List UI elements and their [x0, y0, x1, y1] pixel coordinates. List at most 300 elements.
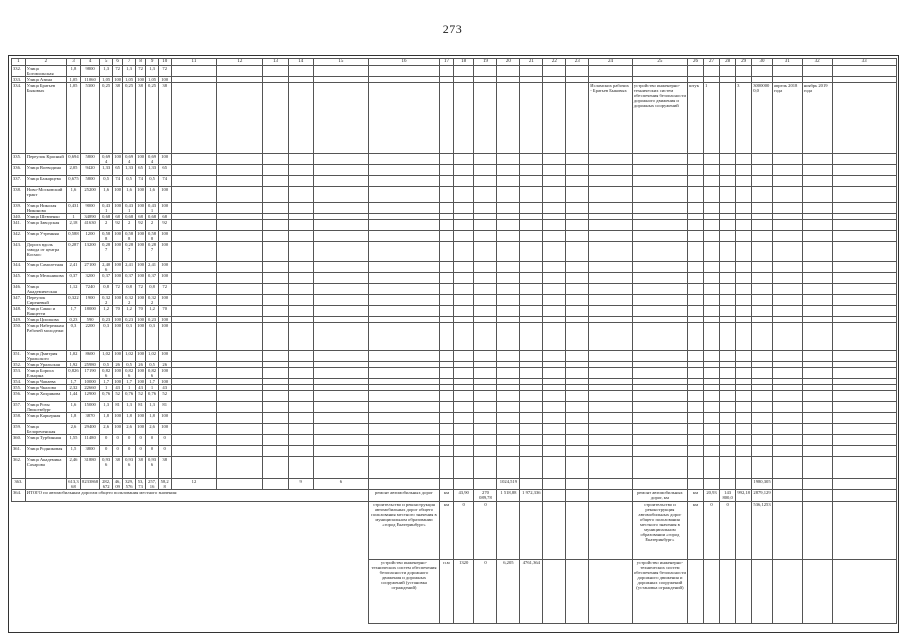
empty-cell: [720, 306, 736, 317]
table-cell: 68: [158, 214, 171, 220]
table-cell: 1900: [80, 295, 100, 306]
empty-cell: [288, 284, 313, 295]
empty-cell: [752, 262, 773, 273]
empty-cell: [171, 176, 217, 187]
empty-cell: [772, 203, 802, 214]
empty-cell: [736, 242, 752, 262]
road-name-cell: Улица Азина: [25, 77, 66, 83]
empty-cell: [720, 402, 736, 413]
empty-cell: [288, 262, 313, 273]
empty-cell: [566, 231, 589, 242]
empty-cell: [497, 368, 520, 379]
empty-cell: [217, 273, 263, 284]
empty-cell: [736, 66, 752, 77]
table-cell: 4761,364: [520, 560, 543, 624]
empty-cell: [440, 203, 454, 214]
column-number: 4: [80, 59, 100, 66]
empty-cell: [566, 220, 589, 231]
table-cell: 0: [100, 446, 113, 457]
empty-cell: [217, 391, 263, 402]
empty-cell: [263, 479, 288, 490]
table-cell: 100: [135, 231, 145, 242]
column-number: 26: [687, 59, 703, 66]
table-row: [12, 154, 897, 165]
empty-cell: [566, 490, 589, 502]
table-cell: 0,68: [123, 214, 136, 220]
empty-cell: [171, 368, 217, 379]
empty-cell: [171, 187, 217, 203]
empty-cell: [632, 323, 687, 351]
table-cell: 354.: [12, 379, 26, 385]
empty-cell: [288, 306, 313, 317]
empty-cell: [720, 66, 736, 77]
table-cell: 46,09: [112, 479, 122, 490]
table-cell: 1,7: [146, 379, 159, 385]
table-cell: км: [440, 490, 454, 502]
empty-cell: [687, 306, 703, 317]
table-cell: 0,936: [100, 457, 113, 479]
empty-cell: [497, 351, 520, 362]
empty-cell: [171, 284, 217, 295]
empty-cell: [474, 154, 497, 165]
table-row: [12, 231, 897, 242]
table-cell: 13200: [80, 242, 100, 262]
empty-cell: [720, 165, 736, 176]
empty-cell: [752, 273, 773, 284]
empty-cell: [313, 83, 368, 154]
table-cell: 9800: [80, 66, 100, 77]
table-cell: 92: [112, 220, 122, 231]
empty-cell: [497, 273, 520, 284]
column-number: 5: [100, 59, 113, 66]
empty-cell: [772, 165, 802, 176]
table-cell: 349.: [12, 317, 26, 323]
empty-cell: [440, 295, 454, 306]
empty-cell: [497, 424, 520, 435]
empty-cell: [313, 391, 368, 402]
column-number: 31: [772, 59, 802, 66]
empty-cell: [520, 273, 543, 284]
empty-cell: [687, 402, 703, 413]
empty-cell: [720, 242, 736, 262]
empty-cell: [704, 262, 720, 273]
empty-cell: [566, 66, 589, 77]
table-cell: 0,23: [146, 317, 159, 323]
table-cell: 363.: [12, 479, 26, 490]
table-cell: 2,18: [67, 220, 81, 231]
table-cell: 100: [158, 77, 171, 83]
empty-cell: [263, 187, 288, 203]
empty-cell: [497, 83, 520, 154]
empty-cell: [752, 220, 773, 231]
table-cell: 1,02: [67, 351, 81, 362]
table-cell: 25200: [80, 187, 100, 203]
table-cell: 0,322: [146, 295, 159, 306]
empty-cell: [687, 176, 703, 187]
table-cell: 100: [158, 424, 171, 435]
table-cell: 353.: [12, 368, 26, 379]
table-cell: 0: [158, 446, 171, 457]
empty-cell: [752, 435, 773, 446]
empty-cell: [752, 457, 773, 479]
table-cell: 1200: [80, 231, 100, 242]
road-name-cell: Улица Хохрякова: [25, 391, 66, 402]
table-cell: 3800: [80, 446, 100, 457]
empty-cell: [772, 220, 802, 231]
table-cell: 0,936: [123, 457, 136, 479]
empty-cell: [474, 231, 497, 242]
empty-cell: [566, 203, 589, 214]
table-cell: 38: [135, 457, 145, 479]
column-number: 11: [171, 59, 217, 66]
empty-cell: [736, 351, 752, 362]
empty-cell: [832, 273, 896, 284]
table-cell: 52: [158, 391, 171, 402]
table-cell: 100: [112, 413, 122, 424]
table-cell: 0,68: [146, 214, 159, 220]
road-name-cell: Улица Воеводина: [25, 165, 66, 176]
empty-cell: [772, 424, 802, 435]
table-cell: 0,5: [100, 362, 113, 368]
empty-cell: [589, 176, 633, 187]
table-cell: 0,431: [100, 203, 113, 214]
column-number: 2: [25, 59, 66, 66]
empty-cell: [453, 402, 474, 413]
column-number: 29: [736, 59, 752, 66]
empty-cell: [368, 391, 439, 402]
table-cell: 2,6: [100, 424, 113, 435]
empty-cell: [802, 413, 832, 424]
empty-cell: [720, 83, 736, 154]
empty-cell: [368, 262, 439, 273]
empty-cell: [589, 391, 633, 402]
table-cell: 20,93: [704, 490, 720, 502]
road-name-cell: Улица Николая Никонова: [25, 203, 66, 214]
table-cell: 0,3: [100, 323, 113, 351]
empty-cell: [566, 262, 589, 273]
empty-cell: [217, 284, 263, 295]
empty-cell: [217, 351, 263, 362]
empty-cell: [720, 295, 736, 306]
table-cell: 1,05: [123, 77, 136, 83]
empty-cell: [566, 242, 589, 262]
empty-cell: [566, 351, 589, 362]
empty-cell: [772, 284, 802, 295]
table-row: [12, 284, 897, 295]
table-cell: 0,431: [67, 203, 81, 214]
road-name-cell: Улица Сакко и Ванцетти: [25, 306, 66, 317]
table-cell: 0: [453, 502, 474, 560]
table-cell: 11480: [80, 435, 100, 446]
table-cell: 38: [112, 83, 122, 154]
empty-cell: [171, 154, 217, 165]
empty-cell: [440, 435, 454, 446]
table-cell: 0,5: [146, 362, 159, 368]
total-title: ИТОГО по автомобильным дорогам общего пользования местного значения:: [25, 490, 368, 502]
empty-cell: [288, 187, 313, 203]
road-name-cell: Улица Заводская: [25, 220, 66, 231]
empty-cell: [589, 220, 633, 231]
empty-cell: [520, 187, 543, 203]
table-cell: 92: [135, 220, 145, 231]
road-name-cell: Улица Чапаева: [25, 379, 66, 385]
table-cell: 72: [158, 66, 171, 77]
empty-cell: [543, 560, 566, 624]
empty-cell: [566, 413, 589, 424]
empty-cell: [589, 187, 633, 203]
table-cell: 18000: [80, 306, 100, 317]
empty-cell: [736, 560, 752, 624]
table-cell: 1,6: [67, 402, 81, 413]
table-cell: п.м: [440, 560, 454, 624]
road-name-cell: Переулок Красный: [25, 154, 66, 165]
table-cell: 5800: [80, 176, 100, 187]
table-cell: 1024,519: [497, 479, 520, 490]
empty-cell: [802, 242, 832, 262]
empty-cell: [632, 187, 687, 203]
column-number: 20: [497, 59, 520, 66]
column-number: 12: [217, 59, 263, 66]
table-cell: км: [687, 502, 703, 560]
empty-cell: [632, 203, 687, 214]
table-cell: 1,3: [100, 66, 113, 77]
road-name-cell: Переулок Сиреневый: [25, 295, 66, 306]
empty-cell: [720, 391, 736, 402]
table-row: [12, 262, 897, 273]
table-cell: 1,7: [100, 379, 113, 385]
table-cell: 341.: [12, 220, 26, 231]
empty-cell: [313, 231, 368, 242]
table-cell: 1320: [453, 560, 474, 624]
table-cell: 1,5: [67, 446, 81, 457]
empty-cell: [589, 502, 633, 560]
empty-cell: [589, 66, 633, 77]
table-cell: 0,8: [100, 284, 113, 295]
empty-cell: [772, 273, 802, 284]
table-cell: 0,936: [146, 457, 159, 479]
table-cell: 30000000,0: [752, 83, 773, 154]
empty-cell: [288, 203, 313, 214]
column-number: 8: [135, 59, 145, 66]
empty-cell: [736, 154, 752, 165]
empty-cell: [736, 479, 752, 490]
empty-cell: [543, 323, 566, 351]
empty-cell: [704, 560, 720, 624]
table-cell: 0,23: [100, 317, 113, 323]
table-cell: 100: [158, 242, 171, 262]
empty-cell: [263, 424, 288, 435]
table-cell: 0,826: [100, 368, 113, 379]
road-name-cell: Улица Академика Сахарова: [25, 457, 66, 479]
empty-cell: [687, 446, 703, 457]
empty-cell: [453, 351, 474, 362]
table-cell: 72: [158, 284, 171, 295]
empty-cell: [720, 203, 736, 214]
column-number: 33: [832, 59, 896, 66]
empty-cell: [566, 187, 589, 203]
empty-cell: [566, 391, 589, 402]
empty-cell: [497, 165, 520, 176]
table-cell: 100: [135, 187, 145, 203]
empty-cell: [263, 306, 288, 317]
empty-cell: [752, 446, 773, 457]
empty-cell: [368, 457, 439, 479]
table-cell: 1,33: [123, 165, 136, 176]
road-name-cell: Улица Турбинная: [25, 435, 66, 446]
empty-cell: [832, 295, 896, 306]
empty-cell: [736, 273, 752, 284]
empty-cell: [263, 83, 288, 154]
table-cell: 9420: [80, 165, 100, 176]
table-cell: 992,18: [736, 490, 752, 502]
table-cell: 100: [112, 231, 122, 242]
empty-cell: [736, 231, 752, 242]
table-cell: 0: [146, 446, 159, 457]
table-cell: 26: [112, 362, 122, 368]
empty-cell: [453, 231, 474, 242]
table-cell: 100: [135, 273, 145, 284]
empty-cell: [288, 154, 313, 165]
empty-cell: [736, 187, 752, 203]
table-cell: 1,33: [100, 165, 113, 176]
empty-cell: [752, 391, 773, 402]
empty-cell: [288, 402, 313, 413]
empty-cell: [368, 479, 439, 490]
empty-cell: [566, 176, 589, 187]
empty-cell: [736, 165, 752, 176]
table-cell: 0: [112, 435, 122, 446]
empty-cell: [217, 154, 263, 165]
column-number: 7: [123, 59, 136, 66]
empty-cell: [171, 391, 217, 402]
table-cell: 333.: [12, 77, 26, 83]
table-row: [12, 220, 897, 231]
table-cell: 1,05: [67, 77, 81, 83]
empty-cell: [566, 560, 589, 624]
table-cell: 5300: [80, 83, 100, 154]
table-cell: 68: [135, 214, 145, 220]
empty-cell: [313, 413, 368, 424]
table-cell: 346.: [12, 284, 26, 295]
table-cell: устройство инженерно-технических систем обеспечения безопасности дорожного движения и дорожных сооружений: [632, 83, 687, 154]
table-cell: 43: [135, 385, 145, 391]
column-number: 24: [589, 59, 633, 66]
table-cell: 1,2: [146, 306, 159, 317]
empty-cell: [704, 154, 720, 165]
empty-cell: [832, 66, 896, 77]
table-cell: 0,287: [146, 242, 159, 262]
empty-cell: [772, 413, 802, 424]
empty-cell: [543, 457, 566, 479]
road-name-cell: Улица Братьев Быковых: [25, 83, 66, 154]
empty-cell: [720, 231, 736, 242]
road-name-cell: Улица Уральская: [25, 362, 66, 368]
empty-cell: [313, 154, 368, 165]
table-cell: 1,05: [146, 77, 159, 83]
empty-cell: [288, 83, 313, 154]
table-cell: 1,6: [146, 187, 159, 203]
column-number: 16: [368, 59, 439, 66]
table-cell: 52: [112, 391, 122, 402]
empty-cell: [313, 306, 368, 317]
table-cell: 100: [158, 262, 171, 273]
empty-cell: [440, 413, 454, 424]
empty-cell: [288, 176, 313, 187]
empty-cell: [368, 413, 439, 424]
table-cell: 70: [112, 306, 122, 317]
table-cell: 29400: [80, 424, 100, 435]
table-cell: 81: [135, 402, 145, 413]
empty-cell: [217, 435, 263, 446]
empty-cell: [736, 176, 752, 187]
empty-cell: [832, 187, 896, 203]
empty-cell: [802, 424, 832, 435]
empty-cell: [263, 262, 288, 273]
table-cell: 8600: [80, 351, 100, 362]
empty-cell: [263, 435, 288, 446]
table-cell: 100: [158, 295, 171, 306]
table-cell: 100: [112, 154, 122, 165]
empty-cell: [453, 368, 474, 379]
empty-cell: [368, 284, 439, 295]
empty-cell: [772, 231, 802, 242]
empty-cell: [772, 176, 802, 187]
table-cell: 1,05: [67, 83, 81, 154]
empty-cell: [453, 479, 474, 490]
empty-cell: [474, 402, 497, 413]
empty-cell: [589, 351, 633, 362]
empty-cell: [453, 187, 474, 203]
empty-cell: [171, 231, 217, 242]
empty-cell: [368, 435, 439, 446]
empty-cell: [497, 203, 520, 214]
empty-cell: [589, 402, 633, 413]
table-cell: 100: [135, 295, 145, 306]
empty-cell: [453, 176, 474, 187]
empty-cell: [474, 351, 497, 362]
column-number: 23: [566, 59, 589, 66]
table-cell: 15000: [80, 402, 100, 413]
empty-cell: [288, 351, 313, 362]
empty-cell: [543, 479, 566, 490]
empty-cell: [453, 391, 474, 402]
table-cell: 100: [158, 379, 171, 385]
table-cell: 613,368: [68, 479, 79, 489]
table-cell: 100: [135, 424, 145, 435]
empty-cell: [832, 284, 896, 295]
table-cell: 337.: [12, 176, 26, 187]
empty-cell: [520, 154, 543, 165]
table-cell: 1,6: [123, 187, 136, 203]
empty-cell: [802, 154, 832, 165]
empty-cell: [704, 413, 720, 424]
empty-cell: [832, 306, 896, 317]
empty-cell: [752, 351, 773, 362]
empty-cell: [497, 457, 520, 479]
road-name-cell: Улица Родниковая: [25, 446, 66, 457]
empty-cell: [720, 457, 736, 479]
empty-cell: [566, 368, 589, 379]
empty-cell: [736, 435, 752, 446]
empty-cell: [263, 165, 288, 176]
table-cell: 1980,305: [752, 479, 773, 490]
empty-cell: [263, 457, 288, 479]
table-cell: 0,5: [100, 176, 113, 187]
road-name-cell: Улица Карьерная: [25, 413, 66, 424]
table-cell: 1: [123, 385, 136, 391]
empty-cell: [474, 187, 497, 203]
empty-cell: [802, 457, 832, 479]
